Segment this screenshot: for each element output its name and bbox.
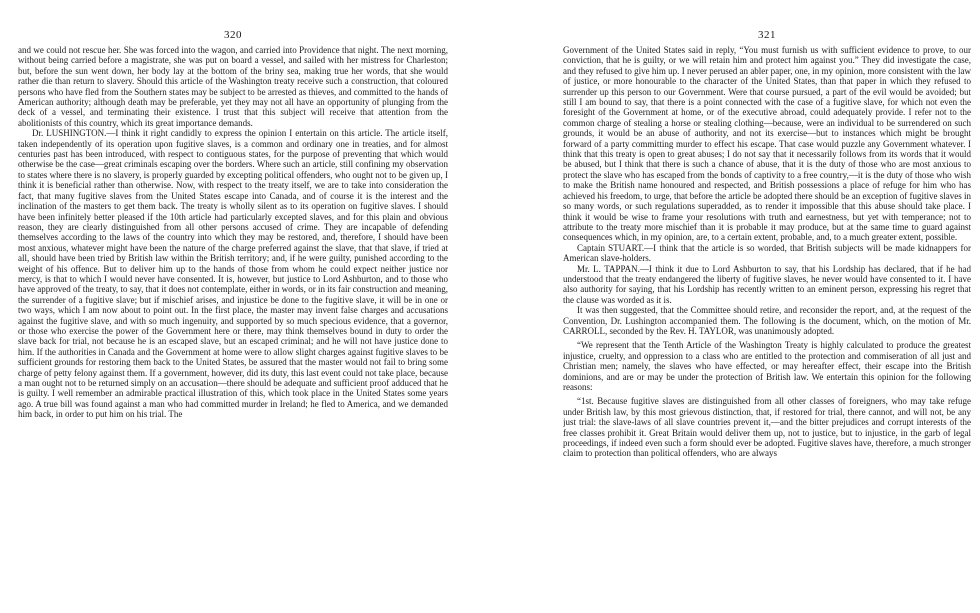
paragraph-lushington: Dr. LUSHINGTON.—I think it right candidly to express the opinion I entertain on this article. The article itself, taken independently of its operation upon fugitive slaves, is a common and ordinary one in treaties, and for almost centuries past has been introduced, with respect to contiguous states, for the purpose of preventing that which would otherwise be the case—great criminals escaping over the borders. Where such an article, still confining my observation to states where there is no slavery, is properly guarded by excepting political offenders, who ought not to be given up, I think it is beneficial rather than otherwise. Now, with respect to the treaty itself, we are to take into consideration the fact, that many fugitive slaves from the United States escape into Canada, and of course it is the interest and the inclination of the masters to get them back. The treaty is wholly silent as to its operation on fugitive slaves. I should have been infinitely better pleased if the 10th article had particularly excepted slaves, and for this plain and obvious reason, they are clearly distinguished from all other persons accused of crime. They are incapable of defending themselves according to the laws of the country into which they may be restored, and, therefore, I should have been most anxious, whatever might have been the nature of the charge preferred against the slave, that that slave, if tried at all, should have been tried by British law within the British territory; and, if he were guilty, punished according to the weight of his offence. But to deliver him up to the hands of those from whom he could expect neither justice nor mercy, is that to which I would never have consented. It is, however, but justice to Lord Ashburton, and to those who have approved of the treaty, to say, that it does not contemplate, either in words, or in its fair construction and meaning, the surrender of a fugitive slave; but if mischief arises, and injustice be done to the fugitive slave, it will be in one or two ways, which I am now about to point out. In the first place, the master may invent false charges and accusations against the fugitive slave, and with so much ingenuity, and supported by so much specious evidence, that a governor, or those who exercise the power of the Government here or there, may think themselves bound in duty to order the slave back for trial, not because he is an escaped slave, but an escaped criminal; and he will not have justice done to him. If the authorities in Canada and the Government at home were to allow slight charges against fugitive slaves to be sufficient grounds for restoring them back to the United States, be assured that the master would not fail to bring some charge of petty felony against them. If a government, however, did its duty, this last event could not take place, because a man ought not to be returned simply on an accusation—there should be adequate and sufficient proof adduced that he is guilty. I well remember an admirable practical illustration of this, which took place in the United States some years ago. A true bill was found against a man who had committed murder in Ireland; he fled to America, and we demanded him back, in order to put him on his trial. The <box>18 128 448 420</box>
paragraph-rescue: and we could not rescue her. She was forced into the wagon, and carried into Providence that night. The next morning, without being carried before a magistrate, she was put on board a vessel, and sailed with her mistress for Charleston; but, before the sun went down, her body lay at the bottom of the briny sea, making true her words, that she would rather die than return to slavery. Should this article of the Washington treaty receive such a construction, that coloured persons who have fled from the Southern states may be subject to be arrested as thieves, and committed to the hands of American authority; although death may be preferable, yet they may not all have an opportunity of plunging from the deck of a vessel, and terminating their existence. I trust that this subject will receive that attention from the abolitionists of this country, which its great importance demands. <box>18 45 448 128</box>
left-page <box>18 0 448 613</box>
gutter <box>448 0 563 613</box>
paragraph-government-reply: Government of the United States said in reply, “You must furnish us with sufficient evidence to prove, to our conviction, that he is guilty, or we will retain him and protect him against you.” They did investigate the case, and they refused to give him up. I never perused an abler paper, one, in my opinion, more consistent with the law of justice, or more honourable to the character of the United States, than that paper in which they refused to surrender up this person to our Government. Were that course pursued, a part of the evil would be avoided; but still I am bound to say, that there is a point connected with the case of a fugitive slave, for which not even the foresight of the Government at home, or of the executive abroad, could adequately provide. I refer not to the common charge of stealing a horse or stealing clothing—because, were an individual to be surrendered on such grounds, it would be an abuse of authority, and not its exercise—but to instances which might be brought forward of a party committing murder to effect his escape. That case would puzzle any Government whatever. I think that this treaty is open to great abuses; I do not say that it necessarily follows from its words that it would be abused, but I think that there is such a chance of abuse, that it is the duty of those who are most anxious to protect the slave who has escaped from the bonds of captivity to a free country,—it is the duty of those who wish to make the British name honoured and respected, and British possessions a place of refuge for him who has achieved his freedom, to urge, that before the article be adopted there should be an exception of fugitive slaves in so many words, or such regulations superadded, as to render it impossible that this abuse should take place. I think it would be wise to frame your resolutions with truth and earnestness, but yet with temperance; not to attribute to the treaty more mischief than it is probable it may produce, but at the same time to guard against consequences which, in my opinion, are, to a certain extent, probable, and, to a much greater extent, possible. <box>563 45 971 243</box>
left-page-text <box>18 45 448 420</box>
paragraph-stuart: Captain STUART.—I think that the article is so worded, that British subjects will be made kidnappers for American slave-holders. <box>563 242 971 264</box>
page-number-left: 320 <box>224 29 242 41</box>
right-page <box>563 0 971 613</box>
page-number-right: 321 <box>758 29 776 41</box>
paragraph-tappan: Mr. L. TAPPAN.—I think it due to Lord Ashburton to say, that his Lordship has declared, that if he had understood that the treaty endangered the liberty of fugitive slaves, he never would have consented to it. I have also authority for saying, that his Lordship has recently written to an eminent person, expressing his regret that the clause was worded as it is. <box>563 263 971 305</box>
paragraph-first-reason: “1st. Because fugitive slaves are distinguished from all other classes of foreigners, who may take refuge under British law, by this most grievous distinction, that, if restored for trial, there cannot, and will not, be any just trial: the slave-laws of all slave countries prevent it,—and the bitter prejudices and corrupt interests of the free classes prohibit it. Great Britain would deliver them up, not to justice, but to injustice, in the garb of legal proceedings, if indeed even such a form should ever be adopted. Fugitive slaves have, therefore, a much stronger claim to protection than political offenders, who are always <box>563 396 971 459</box>
paragraph-committee: It was then suggested, that the Committee should retire, and reconsider the report, and, at the request of the Convention, Dr. Lushington accompanied them. The following is the document, which, on the motion of Mr. CARROLL, seconded by the Rev. H. TAYLOR, was unanimously adopted. <box>563 305 971 336</box>
right-page-text <box>563 45 971 459</box>
paragraph-resolution: “We represent that the Tenth Article of the Washington Treaty is highly calculated to produce the greatest injustice, cruelty, and oppression to a class who are entitled to the protection and commiseration of all just and Christian men; namely, the slaves who have effected, or may hereafter effect, their escape into the British dominions, and are or may be under the protection of British law. We entertain this opinion for the following reasons: <box>563 340 971 392</box>
